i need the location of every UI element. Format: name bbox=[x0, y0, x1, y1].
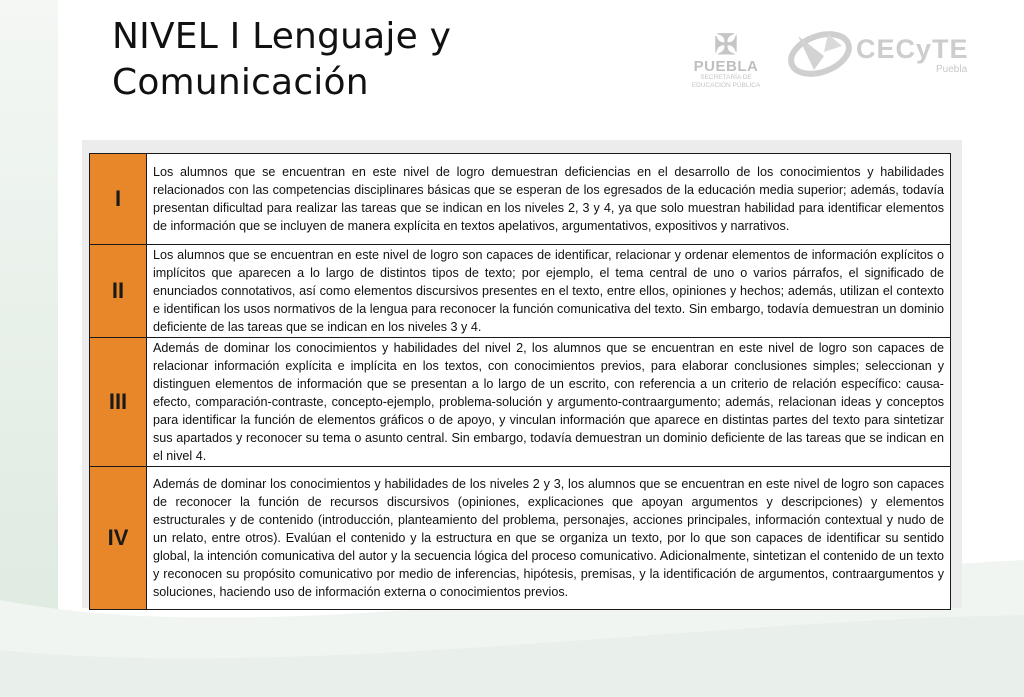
table-row bbox=[90, 338, 951, 467]
cecyte-emblem-icon bbox=[784, 26, 856, 82]
table-row bbox=[90, 245, 951, 338]
table-row bbox=[90, 467, 951, 610]
level-description: Además de dominar los conocimientos y habilidades del nivel 2, los alumnos que se encuentran en este nivel de logro son capaces de relacionar información explícita e implícita en los textos, con conocimientos previos, para elaborar conclusiones simples; seleccionan y distinguen elementos de información que se presentan a lo largo de un escrito, con referencia a un criterio de relación específico: causa-efecto, comparación-contraste, concepto-ejemplo, problema-solución y argumento-contraargumento; además, relacionan ideas y conceptos para identificar la función de elementos gráficos o de apoyo, y vinculan información que aparece en distintas partes del texto para sintetizar sus apartados y reconocer su tema o asunto central. Sin embargo, todavía demuestran un dominio deficiente de las tareas que se indican en el nivel 4. bbox=[147, 338, 951, 467]
puebla-logo bbox=[684, 30, 768, 96]
level-description: Además de dominar los conocimientos y habilidades de los niveles 2 y 3, los alumnos que se encuentran en este nivel de logro son capaces de reconocer la función de recursos discursivos (opiniones, explicaciones que apoyan argumentos y descripciones) y elementos estructurales y de contenido (introducción, planteamiento del problema, personajes, acciones principales, información contextual y nudo de un relato, entre otros). Evalúan el contenido y la estructura en que se organiza un texto, por lo que son capaces de identificar su sentido global, la intención comunicativa del autor y la secuencia lógica del proceso comunicativo. Adicionalmente, sintetizan el contenido de un texto y reconocen su propósito comunicativo por medio de inferencias, hipótesis, premisas, y la identificación de argumentos, contraargumentos y soluciones, haciendo uso de información externa o conocimientos previos. bbox=[147, 467, 951, 610]
level-label: II bbox=[90, 245, 147, 338]
cecyte-logo-place: Puebla bbox=[936, 64, 968, 75]
puebla-emblem-icon: ✠ bbox=[714, 29, 738, 60]
achievement-levels-table bbox=[89, 153, 951, 610]
table-row bbox=[90, 154, 951, 245]
cecyte-logo-name: CECyTE bbox=[856, 34, 969, 64]
level-label: III bbox=[90, 338, 147, 467]
cecyte-logo bbox=[784, 26, 974, 82]
level-description: Los alumnos que se encuentran en este nivel de logro demuestran deficiencias en el desarrollo de los conocimientos y habilidades relacionados con las competencias disciplinares básicas que se esperan de los egresados de la educación media superior; además, todavía presentan dificultad para realizar las tareas que se indican en los niveles 2, 3 y 4, ya que solo muestran habilidad para identificar elementos de información que se incluyen de manera explícita en textos apelativos, argumentativos, expositivos y narrativos. bbox=[147, 154, 951, 245]
slide-title: NIVEL I Lenguaje y Comunicación bbox=[112, 16, 452, 103]
level-label: IV bbox=[90, 467, 147, 610]
level-label: I bbox=[90, 154, 147, 245]
puebla-logo-subtitle: SECRETARÍA DE EDUCACIÓN PÚBLICA bbox=[691, 74, 761, 89]
level-description: Los alumnos que se encuentran en este nivel de logro son capaces de identificar, relacionar y ordenar elementos de información explícitos o implícitos que aparecen a lo largo de distintos tipos de texto; por ejemplo, el tema central de uno o varios párrafos, el significado de enunciados connotativos, así como elementos discursivos presentes en el texto, entre ellos, opiniones y hechos; además, utilizan el contexto e identifican los usos normativos de la lengua para reconocer la función comunicativa del texto. Sin embargo, todavía demuestran un dominio deficiente de las tareas que se indican en los niveles 3 y 4. bbox=[147, 245, 951, 338]
puebla-logo-name: PUEBLA bbox=[693, 58, 759, 75]
